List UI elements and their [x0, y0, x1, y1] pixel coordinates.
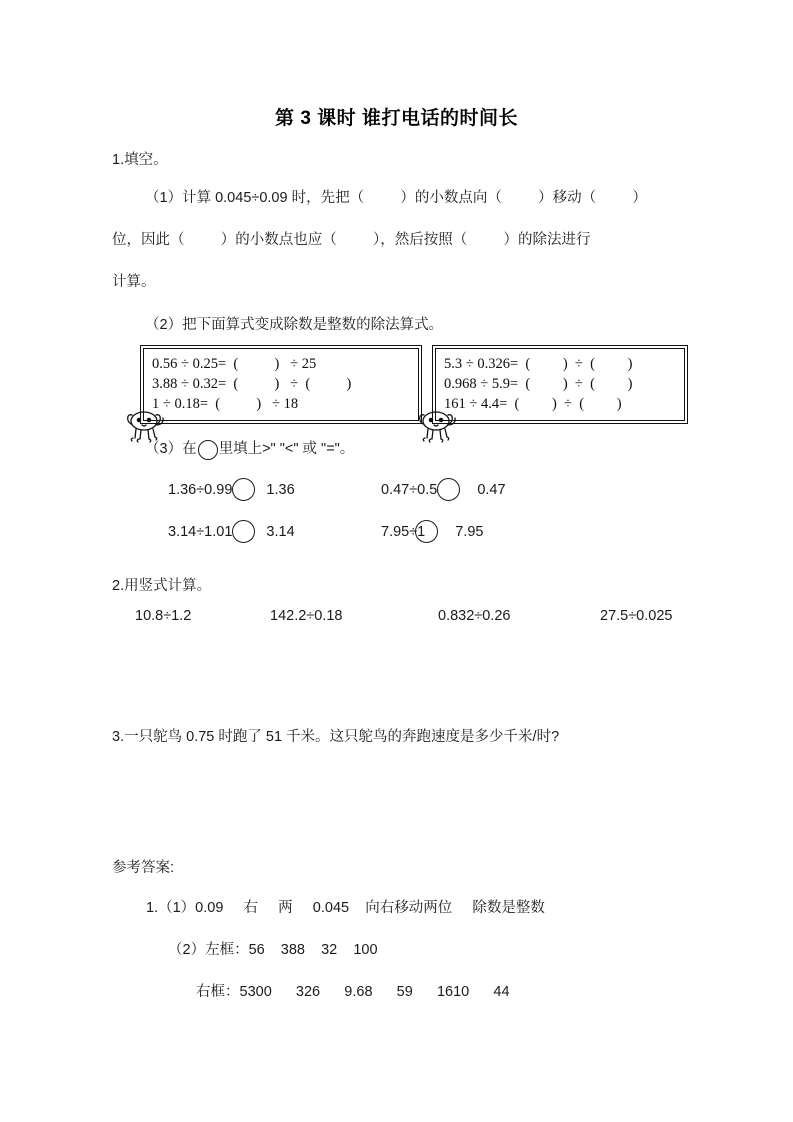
answers-heading: 参考答案:	[112, 860, 175, 876]
comparison-left-expr: 3.14÷1.01	[168, 523, 233, 540]
q2-item: 27.5÷0.025	[600, 608, 673, 624]
circle-blank-icon	[198, 440, 218, 460]
left-box-frame	[140, 345, 422, 424]
q1-sub1-line3: 计算。	[112, 274, 156, 290]
q1-sub1-line2: 位，因此（ ）的小数点也应（ ），然后按照（ ）的除法进行	[112, 232, 591, 248]
q2-item: 10.8÷1.2	[135, 608, 192, 624]
q1-sub2-right-box	[432, 345, 688, 424]
comparison-circle-blank[interactable]	[437, 478, 460, 501]
page-title: 第 3 课时 谁打电话的时间长	[275, 108, 518, 129]
q1-sub2-left-box	[140, 345, 422, 424]
comparison-item	[381, 478, 506, 501]
right-box-equation: 5.3 ÷ 0.326= ( ) ÷ ( )	[444, 356, 633, 372]
left-box-equation: 3.88 ÷ 0.32= ( ) ÷ ( )	[152, 376, 352, 392]
comparison-item	[168, 520, 295, 543]
question-1-heading: 1.填空。	[112, 152, 168, 168]
q1-sub3-prompt-before: （3）在	[145, 441, 197, 458]
answers-line-2: （2）左框：56 388 32 100	[168, 942, 378, 958]
answers-line-3: 右框：5300 326 9.68 59 1610 44	[196, 984, 510, 1000]
comparison-left-expr: 7.95÷1	[381, 523, 426, 540]
comparison-left-expr: 1.36÷0.99	[168, 481, 233, 498]
comparison-right-expr: 1.36	[266, 481, 295, 498]
right-box-equation: 0.968 ÷ 5.9= ( ) ÷ ( )	[444, 376, 633, 392]
comparison-right-expr: 7.95	[455, 523, 484, 540]
left-box-equation: 0.56 ÷ 0.25= ( ) ÷ 25	[152, 356, 317, 372]
comparison-right-expr: 0.47	[477, 481, 506, 498]
q2-item: 142.2÷0.18	[270, 608, 343, 624]
right-box-equation: 161 ÷ 4.4= ( ) ÷ ( )	[444, 396, 622, 412]
q1-sub1-line1: （1）计算 0.045÷0.09 时，先把（ ）的小数点向（ ）移动（ ）	[145, 190, 647, 206]
comparison-circle-blank[interactable]	[415, 520, 438, 543]
right-box-frame	[432, 345, 688, 424]
left-box-equation: 1 ÷ 0.18= ( ) ÷ 18	[152, 396, 299, 412]
answers-line-1: 1.（1）0.09 右 两 0.045 向右移动两位 除数是整数	[146, 900, 545, 916]
comparison-circle-blank[interactable]	[232, 478, 255, 501]
comparison-item	[381, 520, 483, 543]
q1-sub3-prompt-after: 里填上>" "<" 或 "="。	[218, 441, 355, 458]
comparison-circle-blank[interactable]	[232, 520, 255, 543]
left-box-inner	[143, 348, 419, 421]
right-box-inner	[435, 348, 685, 421]
comparison-left-expr: 0.47÷0.5	[381, 481, 438, 498]
q2-item: 0.832÷0.26	[438, 608, 511, 624]
comparison-item	[168, 478, 295, 501]
question-2-heading: 2.用竖式计算。	[112, 578, 212, 594]
q1-sub2-prompt: （2）把下面算式变成除数是整数的除法算式。	[145, 317, 444, 333]
question-3-text: 3.一只鸵鸟 0.75 时跑了 51 千米。这只鸵鸟的奔跑速度是多少千米/时?	[112, 729, 560, 745]
comparison-right-expr: 3.14	[266, 523, 295, 540]
q1-sub3-prompt	[145, 440, 354, 460]
